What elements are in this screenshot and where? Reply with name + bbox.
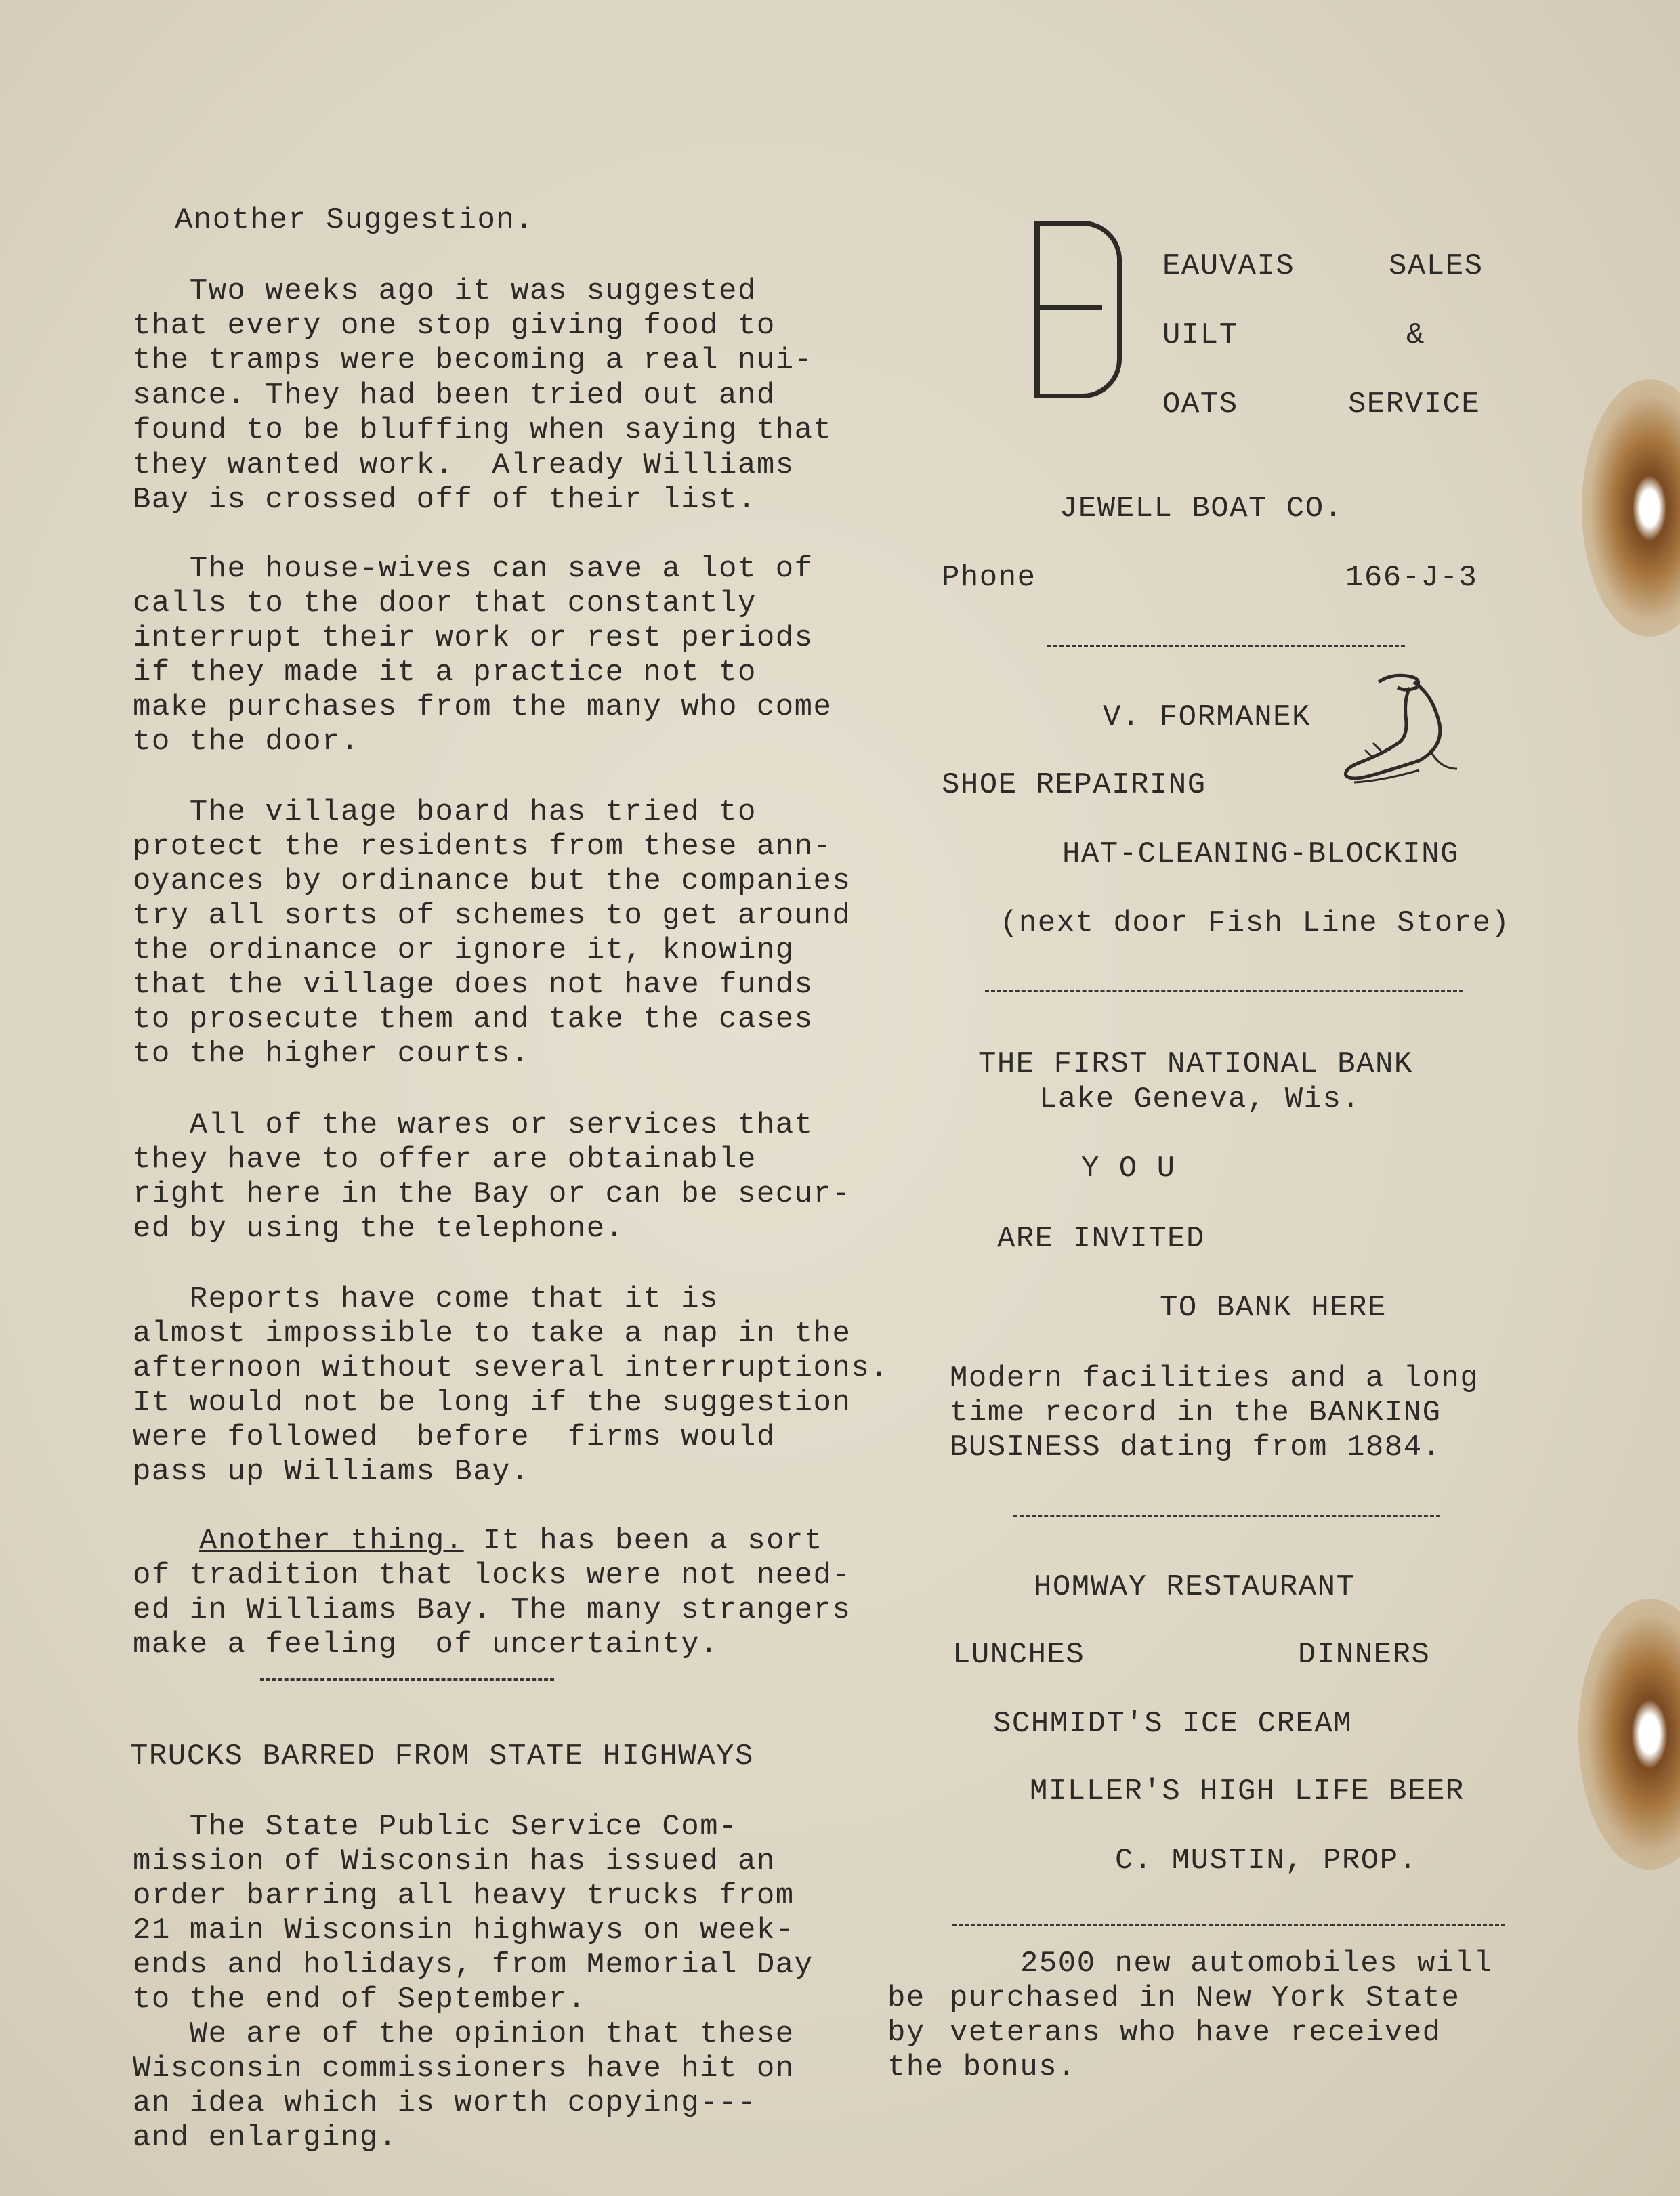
text-line: BUSINESS dating from 1884.: [950, 1431, 1442, 1464]
text-line: found to be bluffing when saying that: [133, 413, 833, 447]
text-line: [199, 1524, 823, 1559]
ad-name: V. FORMANEK: [1103, 700, 1311, 734]
another-thing-underlined: Another thing.: [199, 1524, 464, 1558]
text-line: pass up Williams Bay.: [133, 1455, 530, 1489]
ad-text: SERVICE: [1348, 387, 1481, 421]
text-line: ed by using the telephone.: [133, 1212, 625, 1246]
text-line: try all sorts of schemes to get around: [133, 899, 852, 933]
text-line: mission of Wisconsin has issued an: [133, 1844, 776, 1878]
text-line: were followed before firms would: [133, 1420, 776, 1454]
divider: [1013, 1515, 1440, 1517]
text-line: and enlarging.: [133, 2121, 398, 2155]
shoe-icon: [1338, 667, 1473, 796]
ad-line: DINNERS: [1298, 1638, 1431, 1672]
text-line: purchased in New York State: [950, 1981, 1461, 2015]
text-line: ed in Williams Bay. The many strangers: [133, 1593, 852, 1627]
text-line: 21 main Wisconsin highways on week-: [133, 1914, 795, 1947]
ad-text: SALES: [1389, 249, 1484, 283]
text-line: make a feeling of uncertainty.: [133, 1628, 719, 1662]
text-line: interrupt their work or rest periods: [133, 621, 814, 655]
text-line: 2500 new automobiles will: [1020, 1947, 1493, 1981]
text-line: calls to the door that constantly: [133, 587, 757, 620]
ad-line: HAT-CLEANING-BLOCKING: [1062, 837, 1459, 871]
ad-line: SHOE REPAIRING: [942, 768, 1206, 802]
ad-line: C. MUSTIN, PROP.: [1115, 1844, 1418, 1878]
text-line: to the higher courts.: [133, 1037, 530, 1071]
text-line: afternoon without several interruptions.: [133, 1351, 889, 1385]
divider: [1047, 645, 1405, 647]
text-line: an idea which is worth copying---: [133, 2086, 757, 2120]
article-heading-trucks: TRUCKS BARRED FROM STATE HIGHWAYS: [130, 1739, 754, 1773]
text-line: ends and holidays, from Memorial Day: [133, 1948, 814, 1982]
text-line: almost impossible to take a nap in the: [133, 1317, 852, 1351]
text-line: if they made it a practice not to: [133, 656, 757, 690]
text-line: protect the residents from these ann-: [133, 830, 833, 864]
text-line: of tradition that locks were not need-: [133, 1559, 852, 1592]
text-line: they wanted work. Already Williams: [133, 448, 795, 482]
text-line: by: [887, 2016, 925, 2050]
text-line: The State Public Service Com-: [133, 1810, 738, 1844]
large-b-letter-icon: [1034, 221, 1122, 398]
ad-phone-number: 166-J-3: [1345, 561, 1478, 595]
ad-line: ARE INVITED: [997, 1222, 1205, 1256]
text-line: The house-wives can save a lot of: [133, 552, 814, 586]
ad-line: MILLER'S HIGH LIFE BEER: [1030, 1775, 1465, 1809]
burn-mark-lower: [1578, 1599, 1680, 1870]
text-line: Two weeks ago it was suggested: [133, 274, 757, 308]
text-line: the ordinance or ignore it, knowing: [133, 933, 795, 967]
text-line: sance. They had been tried out and: [133, 379, 776, 413]
text-line: Wisconsin commissioners have hit on: [133, 2052, 795, 2086]
text-line: Bay is crossed off of their list.: [133, 483, 757, 517]
text-fragment: It has been a sort: [463, 1524, 823, 1558]
text-line: order barring all heavy trucks from: [133, 1879, 795, 1913]
ad-line: TO BANK HERE: [1160, 1291, 1387, 1325]
divider: [952, 1924, 1505, 1926]
text-line: they have to offer are obtainable: [133, 1143, 757, 1177]
burn-mark-upper: [1582, 379, 1680, 637]
text-line: Reports have come that it is: [133, 1282, 719, 1316]
ad-company: JEWELL BOAT CO.: [1059, 492, 1343, 526]
text-line: right here in the Bay or can be secur-: [133, 1177, 852, 1211]
ad-text: EAUVAIS: [1162, 249, 1295, 283]
article-heading-another-suggestion: Another Suggestion.: [175, 203, 534, 237]
text-line: veterans who have received: [950, 2016, 1442, 2050]
text-line: It would not be long if the suggestion: [133, 1386, 852, 1420]
text-line: Modern facilities and a long: [950, 1361, 1479, 1395]
text-line: time record in the BANKING: [950, 1396, 1442, 1430]
ad-line: SCHMIDT'S ICE CREAM: [993, 1707, 1353, 1741]
ad-text: &: [1406, 318, 1425, 352]
text-line: The village board has tried to: [133, 795, 757, 829]
text-line: the tramps were becoming a real nui-: [133, 343, 814, 377]
text-line: make purchases from the many who come: [133, 690, 833, 724]
text-line: to prosecute them and take the cases: [133, 1002, 814, 1036]
text-line: to the end of September.: [133, 1983, 587, 2016]
text-line: All of the wares or services that: [133, 1108, 814, 1142]
ad-text: UILT: [1162, 318, 1238, 352]
text-line: that every one stop giving food to: [133, 309, 776, 343]
ad-line: (next door Fish Line Store): [1000, 906, 1511, 940]
text-line: to the door.: [133, 725, 360, 759]
ad-name: HOMWAY RESTAURANT: [1034, 1570, 1356, 1604]
text-line: oyances by ordinance but the companies: [133, 864, 852, 898]
ad-line: LUNCHES: [952, 1638, 1085, 1672]
text-line: that the village does not have funds: [133, 968, 814, 1002]
ad-text: OATS: [1162, 387, 1238, 421]
text-line: the bonus.: [887, 2050, 1077, 2084]
ad-line: Y O U: [1081, 1152, 1176, 1185]
divider: [260, 1678, 554, 1681]
ad-phone-label: Phone: [942, 561, 1036, 595]
divider: [985, 990, 1463, 992]
ad-city: Lake Geneva, Wis.: [1039, 1082, 1361, 1116]
text-line: be: [887, 1981, 925, 2015]
ad-name: THE FIRST NATIONAL BANK: [978, 1047, 1413, 1081]
text-line: We are of the opinion that these: [133, 2017, 795, 2051]
